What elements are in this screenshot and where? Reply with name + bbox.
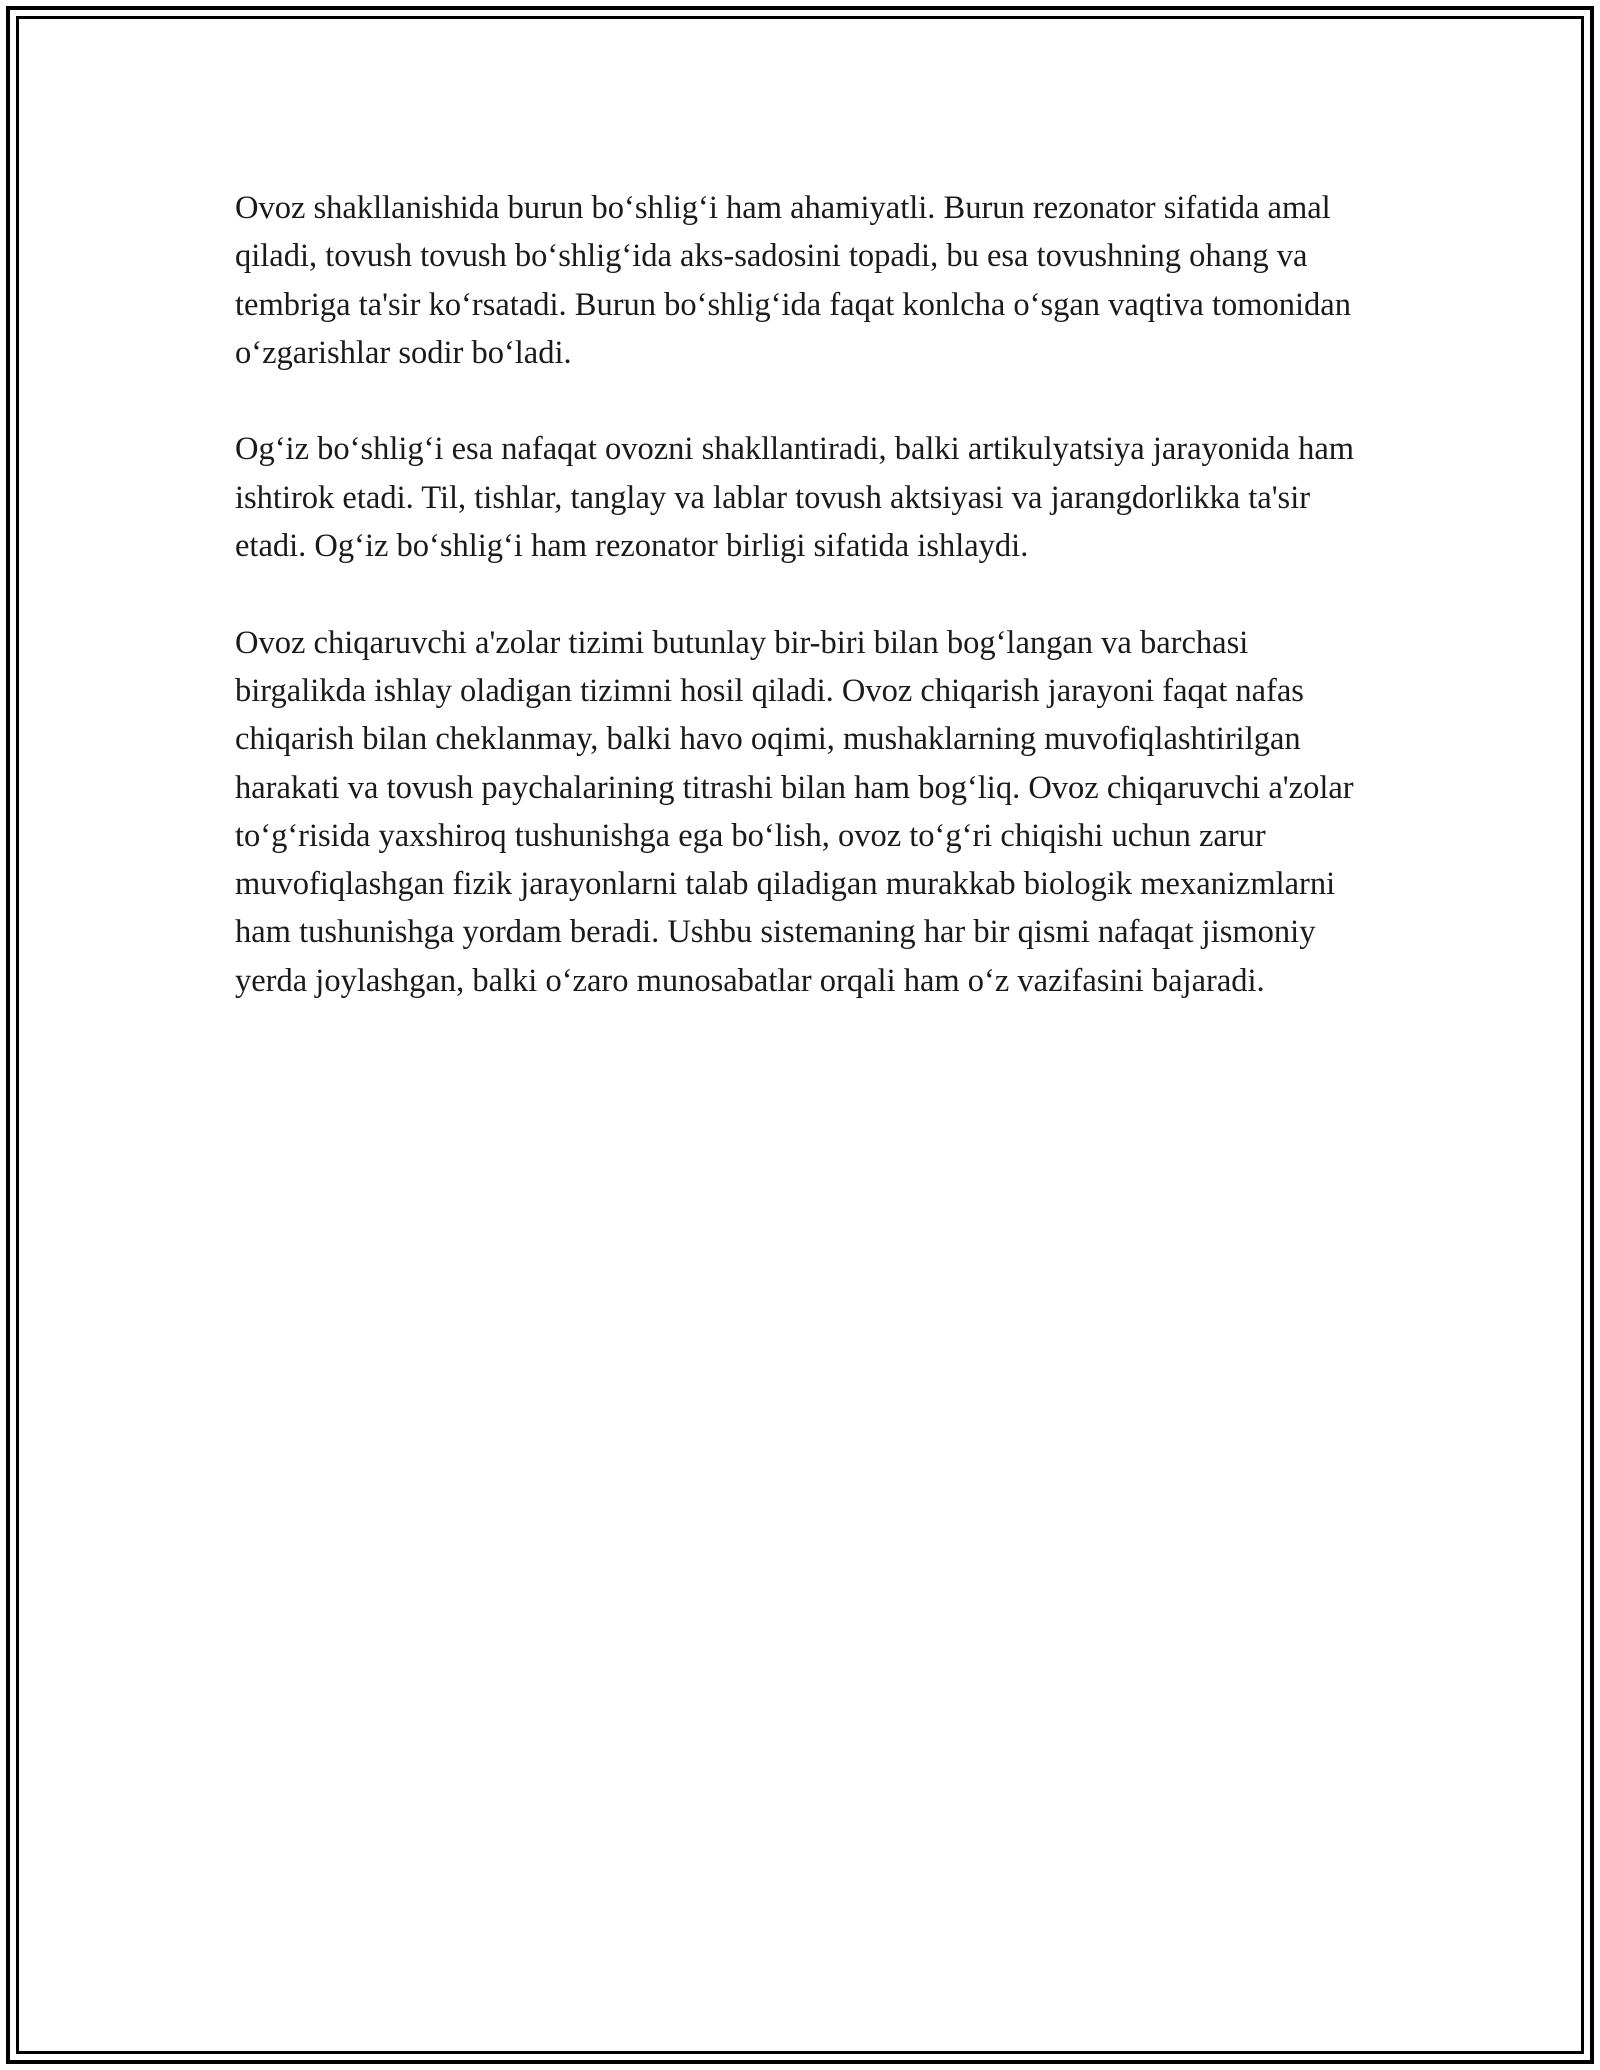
paragraph-oral-cavity: Og‘iz bo‘shlig‘i esa nafaqat ovozni shakllantiradi, balki artikulyatsiya jarayonida ham ishtirok etadi. Til, tishlar, tanglay va lablar tovush aktsiyasi va jarangdorlikka ta'sir etadi. Og‘iz bo‘shlig‘i ham rezonator birligi sifatida ishlaydi. <box>235 431 1355 565</box>
paragraph-vocal-system: Ovoz chiqaruvchi a'zolar tizimi butunlay bir-biri bilan bog‘langan va barchasi birgalikda ishlay oladigan tizimni hosil qiladi. Ovoz chiqarish jarayoni faqat nafas chiqarish bilan cheklanmay, balki havo oqimi, mushaklarning muvofiqlashtirilgan harakati va tovush paychalarining titrashi bilan ham bog‘liq. Ovoz chiqaruvchi a'zolar to‘g‘risida yaxshiroq tushunishga ega bo‘lish, ovoz to‘g‘ri chiqishi uchun zarur muvofiqlashgan fizik jarayonlarni talab qiladigan murakkab biologik mexanizmlarni ham tushunishga yordam beradi. Ushbu sistemaning har bir qismi nafaqat jismoniy yerda joylashgan, balki o‘zaro munosabatlar orqali ham o‘z vazifasini bajaradi. <box>235 624 1354 999</box>
paragraph-nasal-cavity: Ovoz shakllanishida burun bo‘shlig‘i ham ahamiyatli. Burun rezonator sifatida amal qiladi, tovush tovush bo‘shlig‘ida aks-sadosini topadi, bu esa tovushning ohang va tembriga ta'sir ko‘rsatadi. Burun bo‘shlig‘ida faqat konlcha o‘sgan vaqtiva tomonidan o‘zgarishlar sodir bo‘ladi. <box>235 190 1351 371</box>
document-body <box>235 184 1365 1053</box>
